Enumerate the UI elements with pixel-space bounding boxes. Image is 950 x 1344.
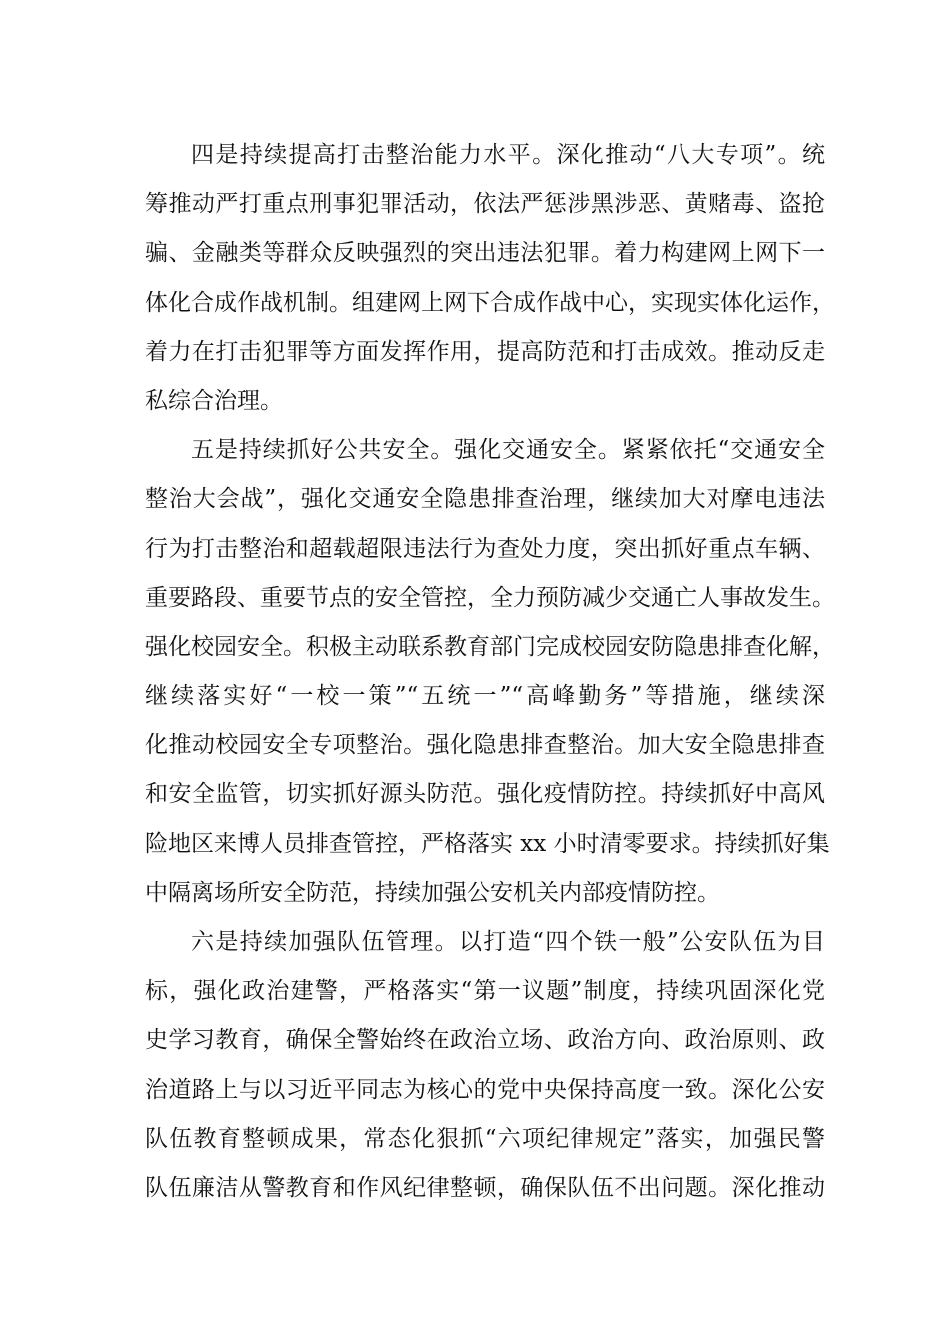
paragraph-line: 重要路段、重要节点的安全管控，全力预防减少交通亡人事故发生。 [145, 584, 835, 611]
paragraph-line: 强化校园安全。积极主动联系教育部门完成校园安防隐患排查化解， [145, 633, 835, 660]
paragraph-line: 队伍教育整顿成果，常态化狠抓“六项纪律规定”落实，加强民警 [145, 1125, 825, 1152]
document-body [145, 131, 835, 1213]
paragraph-line: 行为打击整治和超载超限违法行为查处力度，突出抓好重点车辆、 [145, 535, 825, 562]
paragraph-line: 六是持续加强队伍管理。以打造“四个铁一般”公安队伍为目 [191, 929, 825, 955]
paragraph-line: 队伍廉洁从警教育和作风纪律整顿，确保队伍不出问题。深化推动 [145, 1174, 825, 1201]
paragraph-line: 着力在打击犯罪等方面发挥作用，提高防范和打击成效。推动反走 [145, 338, 825, 365]
paragraph-line: 史学习教育，确保全警始终在政治立场、政治方向、政治原则、政 [145, 1027, 825, 1054]
paragraph-line: 骗、金融类等群众反映强烈的突出违法犯罪。着力构建网上网下一 [145, 240, 825, 267]
paragraph-line: 化推动校园安全专项整治。强化隐患排查整治。加大安全隐患排查 [145, 732, 825, 759]
paragraph-strike-governance [145, 131, 835, 426]
paragraph-line: 中隔离场所安全防范，持续加强公安机关内部疫情防控。 [145, 879, 720, 906]
paragraph-line: 标，强化政治建警，严格落实“第一议题”制度，持续巩固深化党 [145, 978, 825, 1005]
paragraph-line: 私综合治理。 [145, 387, 283, 414]
paragraph-line: 治道路上与以习近平同志为核心的党中央保持高度一致。深化公安 [145, 1076, 825, 1103]
paragraph-line: 险地区来博人员排查管控，严格落实 xx 小时清零要求。持续抓好集 [145, 830, 830, 857]
paragraph-team-management [145, 918, 825, 1213]
paragraph-line: 和安全监管，切实抓好源头防范。强化疫情防控。持续抓好中高风 [145, 781, 825, 808]
paragraph-line: 四是持续提高打击整治能力水平。深化推动“八大专项”。统 [191, 142, 825, 168]
paragraph-line: 体化合成作战机制。组建网上网下合成作战中心，实现实体化运作， [145, 289, 835, 316]
paragraph-line: 筹推动严打重点刑事犯罪活动，依法严惩涉黑涉恶、黄赌毒、盗抢 [145, 191, 825, 218]
paragraph-line: 整治大会战”，强化交通安全隐患排查治理，继续加大对摩电违法 [145, 486, 825, 513]
paragraph-line: 继续落实好“一校一策”“五统一”“高峰勤务”等措施，继续深 [145, 683, 825, 710]
paragraph-line: 五是持续抓好公共安全。强化交通安全。紧紧依托“交通安全 [191, 437, 825, 464]
paragraph-public-safety [145, 426, 835, 918]
